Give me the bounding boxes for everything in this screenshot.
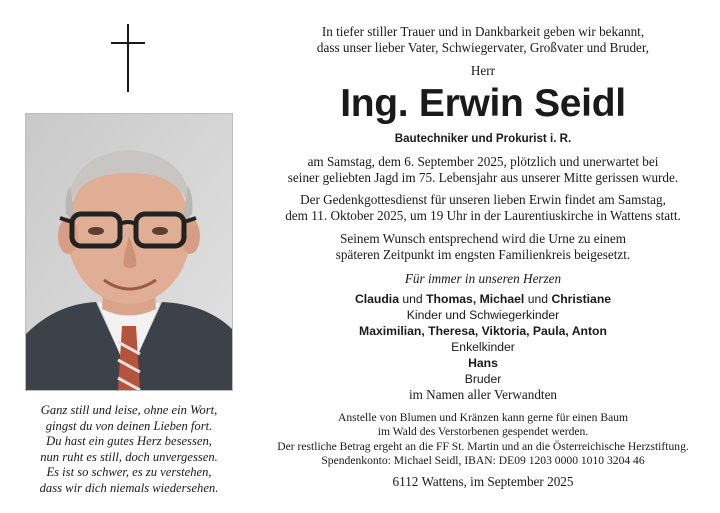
profession: Bautechniker und Prokurist i. R.	[394, 132, 572, 145]
family-brother: Hans Bruder	[246, 355, 720, 387]
child-name: Christiane	[551, 292, 612, 306]
poem-line: Ganz still und leise, ohne ein Wort,	[40, 403, 218, 417]
relatives-line: im Namen aller Verwandten	[408, 387, 558, 402]
intro-text: In tiefer stiller Trauer und in Dankbarkeit geben wir bekannt, dass unser lieber Vater, Schwiegervater, Großvater und Bruder,	[316, 24, 650, 56]
family-children: Claudia und Thomas, Michael und Christiane Kinder und Schwiegerkinder	[246, 291, 720, 323]
cross-icon	[111, 24, 145, 92]
salutation: Herr	[470, 63, 496, 78]
deceased-name: Ing. Erwin Seidl	[340, 82, 626, 125]
motto: Für immer in unseren Herzen	[404, 271, 562, 286]
poem	[10, 403, 248, 497]
death-notice: am Samstag, dem 6. September 2025, plötzlich und unerwartet bei seiner geliebten Jagd im 75. Lebensjahr aus unserer Mitte gerissen wurde.	[287, 154, 679, 186]
urn-burial: Seinem Wunsch entsprechend wird die Urne zu einem späteren Zeitpunkt im engsten Familienkreis beigesetzt.	[335, 231, 631, 263]
child-name: Thomas, Michael	[426, 292, 525, 306]
memorial-service: Der Gedenkgottesdienst für unseren lieben Erwin findet am Samstag, dem 11. Oktober 2025, um 19 Uhr in der Laurentiuskirche in Wattens statt.	[285, 192, 681, 224]
place-date: 6112 Wattens, im September 2025	[392, 474, 574, 489]
poem-line: nun ruht es still, doch unvergessen.	[40, 449, 218, 464]
family-grandchildren: Maximilian, Theresa, Viktoria, Paula, Anton Enkelkinder	[246, 323, 720, 355]
poem-line: dass wir dich niemals wiedersehen.	[39, 480, 219, 495]
donation-info: Anstelle von Blumen und Kränzen kann gerne für einen Baum im Wald des Verstorbenen gespendet werden. Der restliche Betrag ergeht an die FF St. Martin und an die Österreichische Herzstiftung. Spendenkonto: Michael Seidl, IBAN: DE09 1203 0000 1010 3204 46	[277, 411, 689, 468]
poem-line: Es ist so schwer, es zu verstehen,	[46, 465, 212, 480]
family-role: Kinder und Schwiegerkinder	[406, 308, 560, 323]
poem-line: Du hast ein gutes Herz besessen,	[46, 434, 212, 449]
portrait-photo	[26, 114, 232, 390]
family-role: Enkelkinder	[451, 340, 515, 355]
poem-line: gingst du von deinen Lieben fort.	[45, 418, 213, 433]
family-role: Bruder	[464, 372, 502, 387]
child-name: Claudia	[354, 292, 399, 306]
